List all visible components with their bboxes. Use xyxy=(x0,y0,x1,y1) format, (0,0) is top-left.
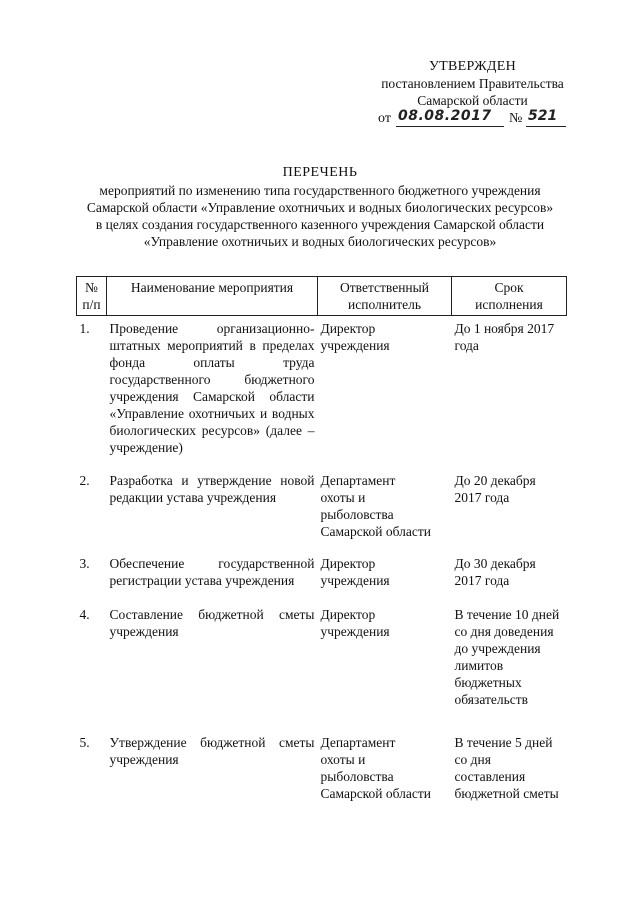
table-row xyxy=(77,316,567,471)
table-row xyxy=(77,730,567,834)
approval-line-1: постановлением Правительства xyxy=(381,76,564,91)
row-term: До 1 ноября 2017 года xyxy=(454,321,555,353)
subtitle-line-1: мероприятий по изменению типа государственного бюджетного учреждения xyxy=(99,183,541,198)
row-term: До 30 декабря 2017 года xyxy=(454,556,536,588)
table-row xyxy=(77,600,567,730)
approval-line-2: Самарской области xyxy=(417,93,528,108)
document-heading xyxy=(60,164,580,250)
approval-date-number xyxy=(372,108,572,130)
number-underline xyxy=(526,126,566,127)
document-title: ПЕРЕЧЕНЬ xyxy=(282,165,358,180)
row-responsible: Директор учреждения xyxy=(320,556,390,588)
from-label: от xyxy=(378,111,391,126)
row-measure: Проведение организационно-штатных мероприятий в пределах фонда оплаты труда государственного бюджетного учреждения Самарской области «Управление охотничьих и водных биологических ресурсов» (далее – учреждение) xyxy=(109,321,315,455)
row-number: 1. xyxy=(79,321,90,336)
date-underline xyxy=(396,126,504,127)
row-measure: Разработка и утверждение новой редакции устава учреждения xyxy=(109,473,315,505)
row-number: 3. xyxy=(79,556,90,571)
row-term: В течение 10 дней со дня доведения до учреждения лимитов бюджетных обязательств xyxy=(454,607,560,707)
approval-block xyxy=(370,58,575,109)
row-term: В течение 5 дней со дня составления бюджетной сметы xyxy=(454,735,559,801)
row-term: До 20 декабря 2017 года xyxy=(454,473,536,505)
header-number: № п/п xyxy=(77,277,107,316)
subtitle-line-2: Самарской области «Управление охотничьих и водных биологических ресурсов» xyxy=(86,200,554,215)
table-row xyxy=(77,470,567,553)
row-measure: Обеспечение государственной регистрации устава учреждения xyxy=(109,556,315,588)
row-responsible: Директор учреждения xyxy=(320,607,390,639)
row-number: 2. xyxy=(79,473,90,488)
approval-title: УТВЕРЖДЕН xyxy=(428,59,517,74)
handwritten-number: 521 xyxy=(528,108,558,124)
subtitle-line-4: «Управление охотничьих и водных биологических ресурсов» xyxy=(143,234,497,249)
handwritten-date: 08.08.2017 xyxy=(398,108,492,124)
number-label: № xyxy=(509,111,523,126)
row-responsible: Департамент охоты и рыболовства Самарской области xyxy=(320,473,432,539)
row-measure: Составление бюджетной сметы учреждения xyxy=(109,607,315,639)
row-responsible: Директор учреждения xyxy=(320,321,390,353)
row-number: 5. xyxy=(79,735,90,750)
header-name: Наименование мероприятия xyxy=(107,277,318,316)
table-header-row xyxy=(77,277,567,316)
header-term: Срок исполнения xyxy=(452,277,567,316)
row-number: 4. xyxy=(79,607,90,622)
row-responsible: Департамент охоты и рыболовства Самарской области xyxy=(320,735,432,801)
measures-table xyxy=(76,276,567,834)
header-responsible: Ответственный исполнитель xyxy=(318,277,452,316)
table-row xyxy=(77,553,567,600)
row-measure: Утверждение бюджетной сметы учреждения xyxy=(109,735,315,767)
subtitle-line-3: в целях создания государственного казенного учреждения Самарской области xyxy=(95,217,545,232)
